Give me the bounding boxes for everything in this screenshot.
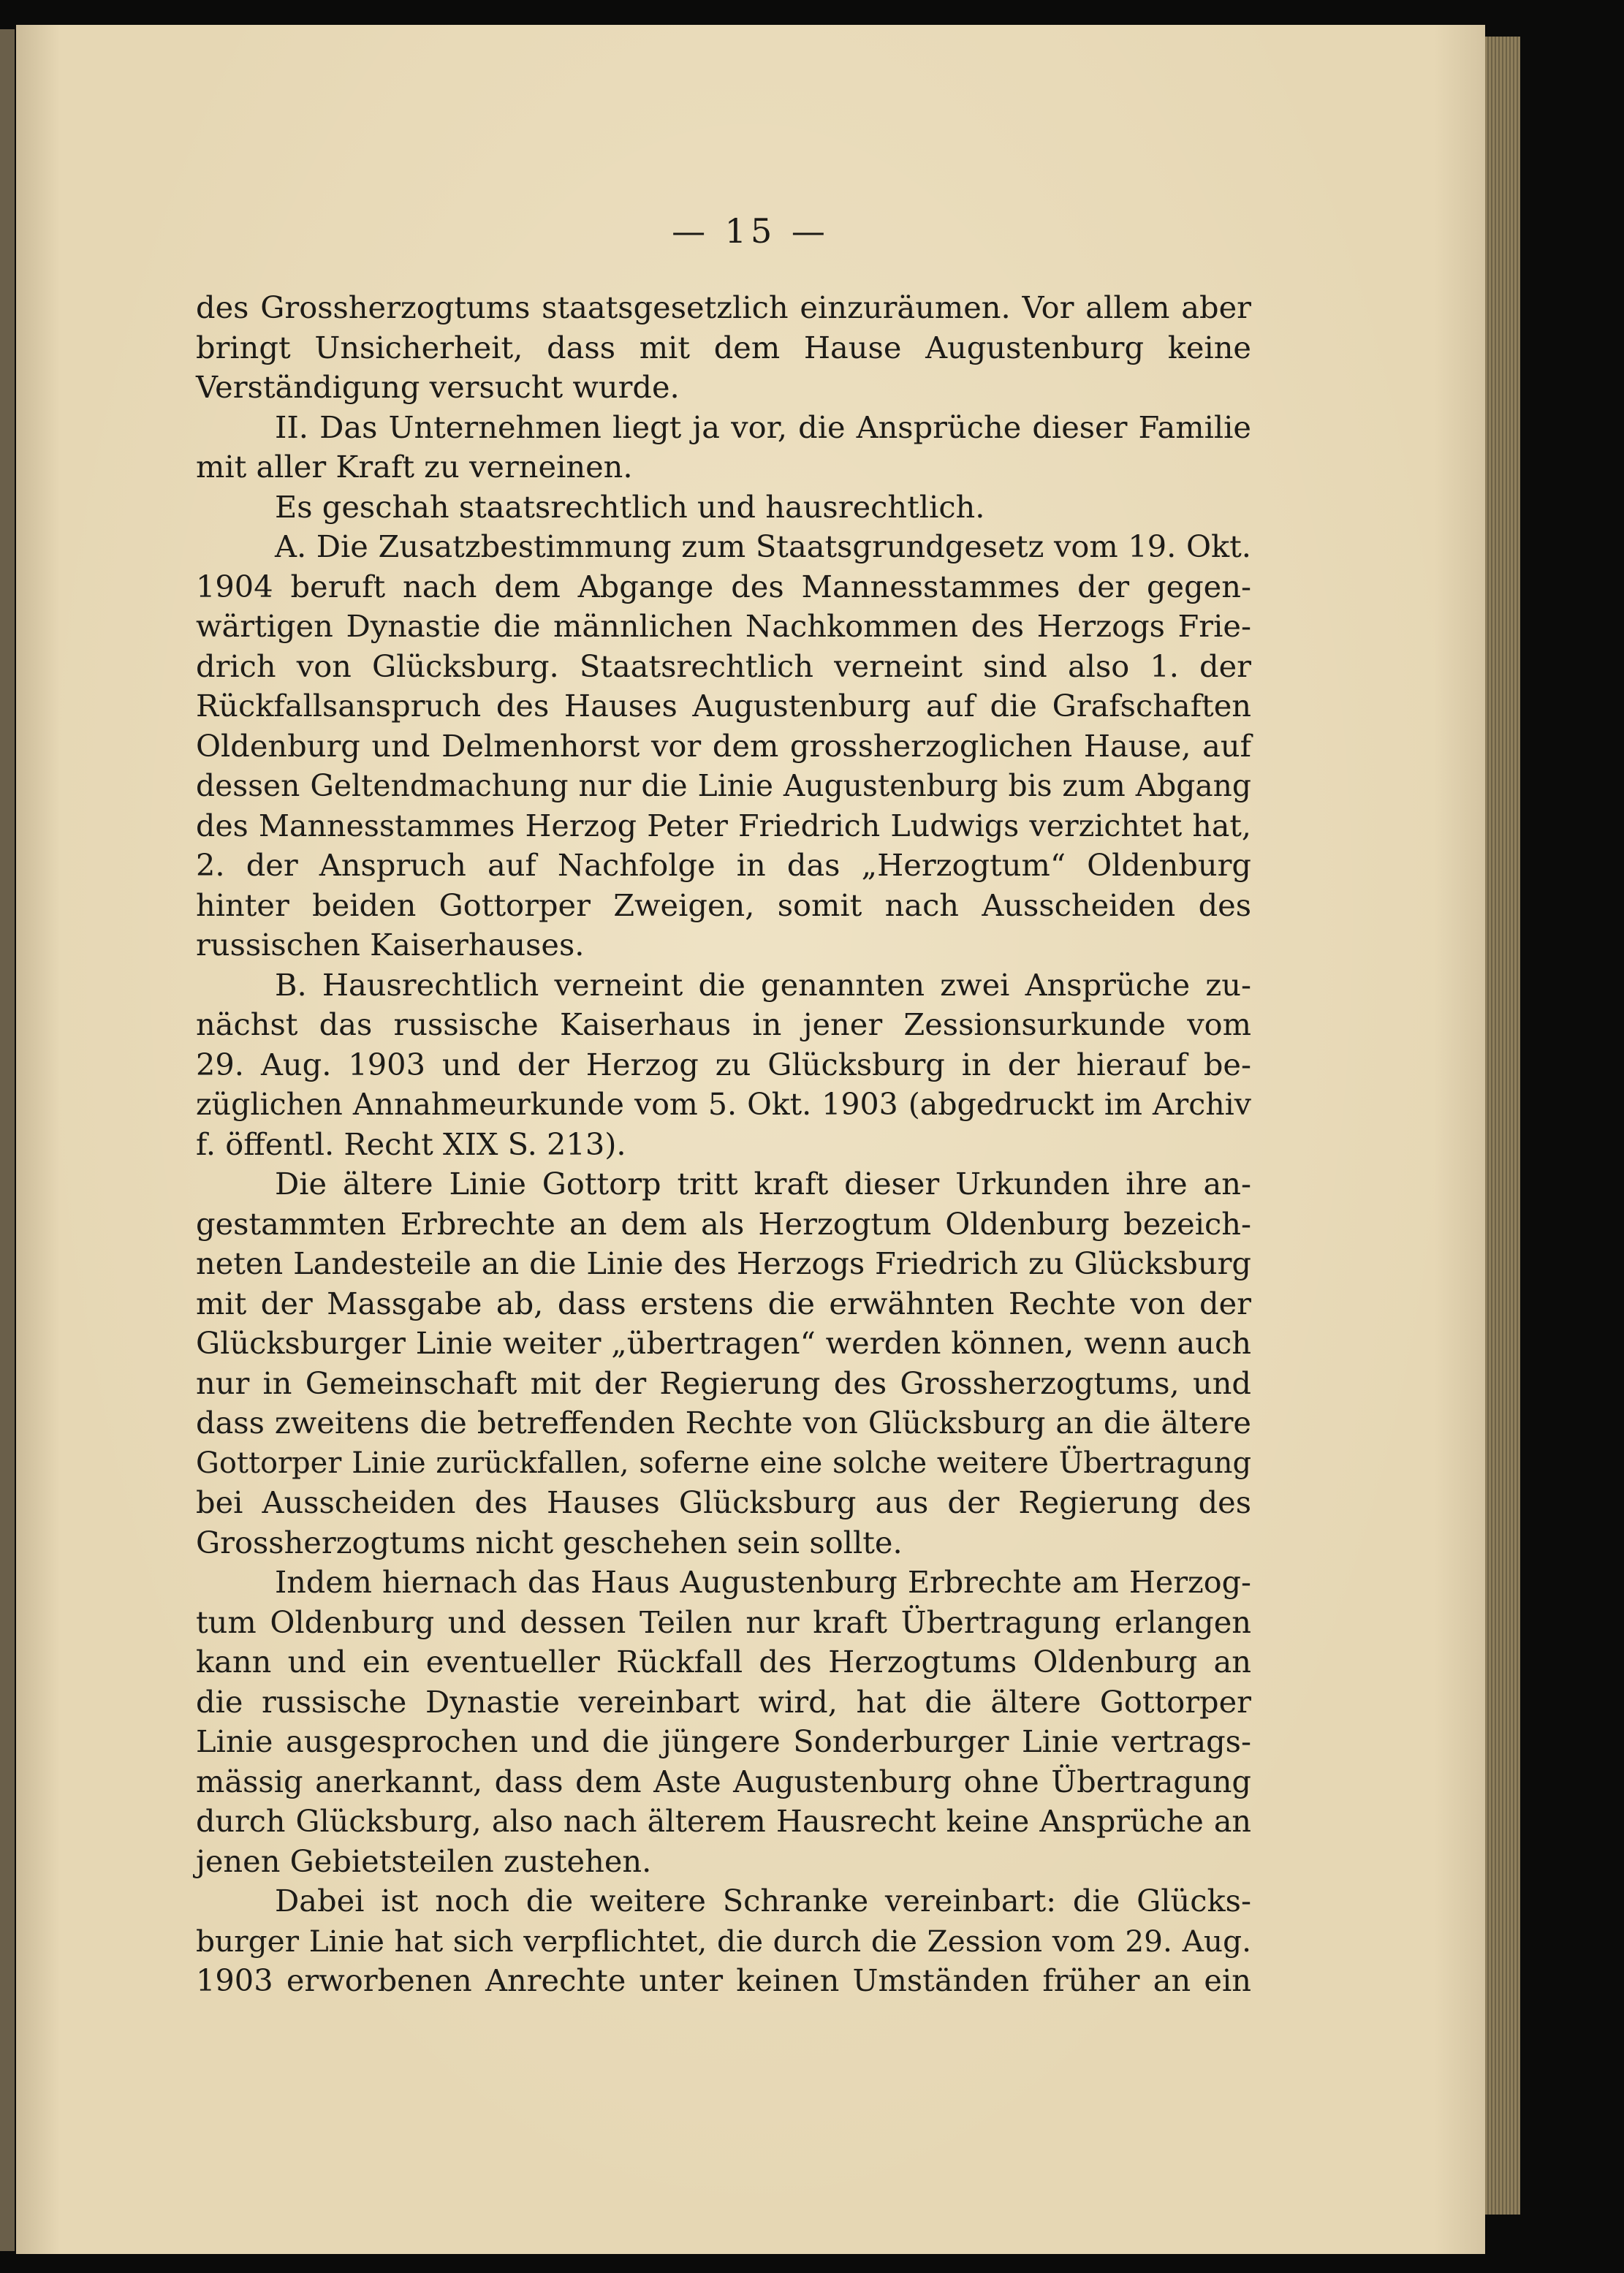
text-line: Gottorper Linie zurückfallen, soferne eine solche weitere Übertragung xyxy=(196,1446,1251,1480)
text-line: Es geschah staatsrechtlich und hausrechtlich. xyxy=(275,488,985,525)
text-line: A. Die Zusatzbestimmung zum Staatsgrundgesetz vom 19. Okt. xyxy=(275,528,1251,564)
text-line: Indem hiernach das Haus Augustenburg Erbrechte am Herzog- xyxy=(275,1565,1251,1600)
text-line: II. Das Unternehmen liegt ja vor, die Ansprüche dieser Familie xyxy=(275,409,1251,445)
text-line: 29. Aug. 1903 und der Herzog zu Glücksburg in der hierauf be- xyxy=(196,1046,1251,1082)
body-text xyxy=(196,288,1251,2001)
text-line: nächst das russische Kaiserhaus in jener Zessionsurkunde vom xyxy=(196,1006,1251,1042)
text-line: Dabei ist noch die weitere Schranke vereinbart: die Glücks- xyxy=(275,1883,1251,1919)
text-line: B. Hausrechtlich verneint die genannten zwei Ansprüche zu- xyxy=(275,966,1251,1003)
text-line: 1903 erworbenen Anrechte unter keinen Umständen früher an ein xyxy=(196,1962,1251,1998)
text-line: züglichen Annahmeurkunde vom 5. Okt. 1903 (abgedruckt im Archiv xyxy=(196,1087,1251,1122)
text-line: bei Ausscheiden des Hauses Glücksburg aus der Regierung des xyxy=(196,1484,1251,1520)
text-line: Oldenburg und Delmenhorst vor dem grossherzoglichen Hause, auf xyxy=(196,727,1251,764)
text-line: nur in Gemeinschaft mit der Regierung des Grossherzogtums, und xyxy=(196,1365,1251,1401)
text-line: Verständigung versucht wurde. xyxy=(196,369,680,405)
text-line: des Mannesstammes Herzog Peter Friedrich Ludwigs verzichtet hat, xyxy=(196,808,1251,843)
text-line: wärtigen Dynastie die männlichen Nachkommen des Herzogs Frie- xyxy=(196,608,1251,644)
text-line: die russische Dynastie vereinbart wird, hat die ältere Gottorper xyxy=(196,1683,1251,1720)
text-line: burger Linie hat sich verpflichtet, die durch die Zession vom 29. Aug. xyxy=(196,1923,1251,1959)
text-line: russischen Kaiserhauses. xyxy=(196,927,585,963)
text-line: Glücksburger Linie weiter „übertragen“ werden können, wenn auch xyxy=(196,1325,1251,1361)
text-line: 1904 beruft nach dem Abgange des Mannesstammes der gegen- xyxy=(196,568,1251,604)
text-line: kann und ein eventueller Rückfall des Herzogtums Oldenburg an xyxy=(196,1644,1251,1680)
text-line: mässig anerkannt, dass dem Aste Augustenburg ohne Übertragung xyxy=(196,1763,1251,1799)
text-line: dass zweitens die betreffenden Rechte von Glücksburg an die ältere xyxy=(196,1405,1251,1441)
text-line: durch Glücksburg, also nach älterem Hausrecht keine Ansprüche an xyxy=(196,1804,1251,1839)
text-line: Die ältere Linie Gottorp tritt kraft dieser Urkunden ihre an- xyxy=(275,1166,1251,1202)
text-line: Linie ausgesprochen und die jüngere Sonderburger Linie vertrags- xyxy=(196,1723,1251,1759)
book-page xyxy=(16,25,1485,2254)
text-line: drich von Glücksburg. Staatsrechtlich verneint sind also 1. der xyxy=(196,648,1251,684)
text-line: dessen Geltendmachung nur die Linie Augustenburg bis zum Abgang xyxy=(196,768,1251,803)
text-line: neten Landesteile an die Linie des Herzogs Friedrich zu Glücksburg xyxy=(196,1245,1251,1281)
text-line: f. öffentl. Recht XIX S. 213). xyxy=(196,1126,626,1162)
facing-page-edge xyxy=(0,29,15,2251)
text-line: jenen Gebietsteilen zustehen. xyxy=(196,1843,652,1879)
text-line: tum Oldenburg und dessen Teilen nur kraft Übertragung erlangen xyxy=(196,1604,1251,1640)
text-line: hinter beiden Gottorper Zweigen, somit nach Ausscheiden des xyxy=(196,887,1251,923)
text-line: des Grossherzogtums staatsgesetzlich einzuräumen. Vor allem aber xyxy=(196,289,1251,325)
page-edges xyxy=(1485,37,1520,2215)
text-line: Rückfallsanspruch des Hauses Augustenburg auf die Grafschaften xyxy=(196,688,1251,724)
text-line: Grossherzogtums nicht geschehen sein sollte. xyxy=(196,1524,903,1560)
text-line: gestammten Erbrechte an dem als Herzogtum Oldenburg bezeich- xyxy=(196,1205,1251,1242)
text-line: 2. der Anspruch auf Nachfolge in das „Herzogtum“ Oldenburg xyxy=(196,847,1251,883)
text-line: mit aller Kraft zu verneinen. xyxy=(196,449,633,485)
text-line: bringt Unsicherheit, dass mit dem Hause Augustenburg keine xyxy=(196,329,1251,365)
text-line: mit der Massgabe ab, dass erstens die erwähnten Rechte von der xyxy=(196,1285,1251,1321)
page-number: — 15 — xyxy=(672,211,830,251)
